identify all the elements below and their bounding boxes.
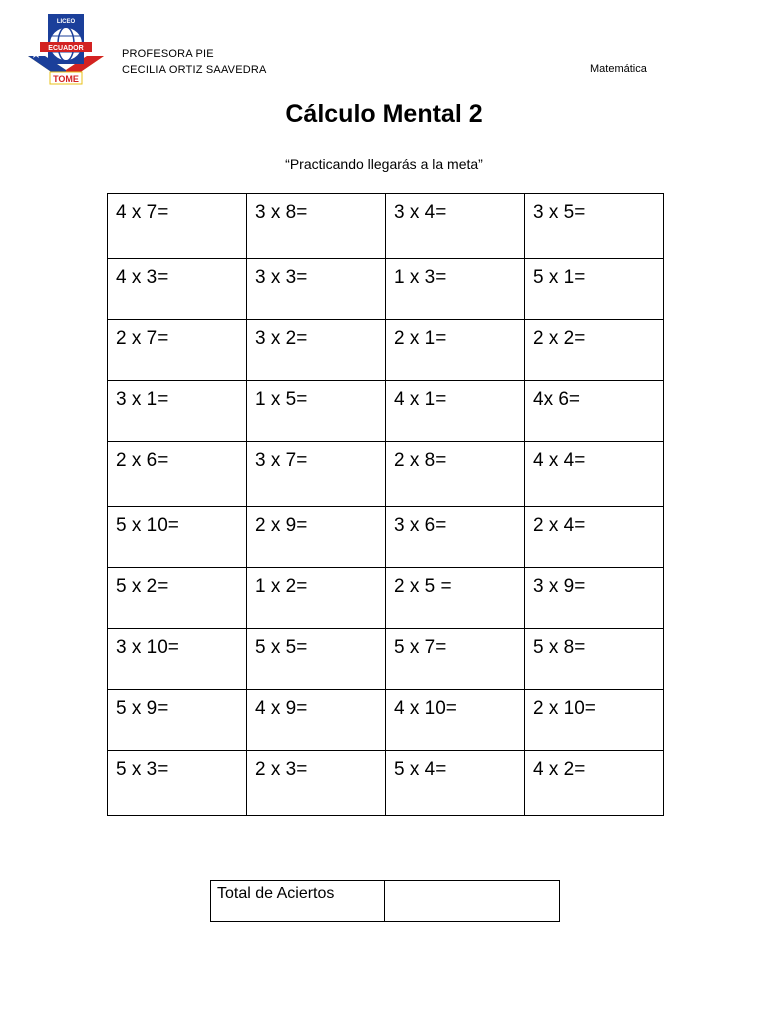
exercise-cell[interactable] [108,442,247,507]
exercise-text: 2 x 8= [394,450,447,471]
exercise-grid [107,193,664,816]
exercise-cell[interactable] [247,690,386,751]
exercise-text: 2 x 7= [116,328,169,349]
exercise-text: 3 x 3= [255,267,308,288]
exercise-cell[interactable] [247,751,386,816]
page-title: Cálculo Mental 2 [285,100,483,128]
exercise-cell[interactable] [386,568,525,629]
exercise-cell[interactable] [525,442,664,507]
exercise-text: 5 x 7= [394,637,447,658]
exercise-cell[interactable] [108,690,247,751]
exercise-cell[interactable] [247,442,386,507]
exercise-cell[interactable] [386,194,525,259]
exercise-cell[interactable] [525,507,664,568]
exercise-cell[interactable] [247,629,386,690]
exercise-text: 3 x 5= [533,202,586,223]
exercise-cell[interactable] [386,629,525,690]
exercise-cell[interactable] [108,259,247,320]
exercise-cell[interactable] [386,259,525,320]
exercise-text: 5 x 3= [116,759,169,780]
exercise-cell[interactable] [525,568,664,629]
exercise-cell[interactable] [247,320,386,381]
exercise-text: 5 x 10= [116,515,179,536]
exercise-cell[interactable] [247,259,386,320]
exercise-cell[interactable] [108,194,247,259]
exercise-cell[interactable] [386,690,525,751]
exercise-text: 5 x 2= [116,576,169,597]
exercise-text: 5 x 4= [394,759,447,780]
exercise-cell[interactable] [247,568,386,629]
exercise-cell[interactable] [108,629,247,690]
logo-bottom-text: TOME [53,74,79,84]
exercise-cell[interactable] [247,194,386,259]
grid-row [108,568,664,629]
exercise-cell[interactable] [247,507,386,568]
exercise-text: 3 x 2= [255,328,308,349]
exercise-text: 5 x 5= [255,637,308,658]
exercise-text: 4 x 7= [116,202,169,223]
exercise-cell[interactable] [525,259,664,320]
exercise-text: 2 x 1= [394,328,447,349]
exercise-text: 4 x 9= [255,698,308,719]
exercise-text: 3 x 8= [255,202,308,223]
grid-row [108,259,664,320]
logo-band-text: ECUADOR [48,45,84,52]
exercise-text: 2 x 9= [255,515,308,536]
exercise-text: 2 x 4= [533,515,586,536]
exercise-text: 3 x 4= [394,202,447,223]
exercise-cell[interactable] [108,751,247,816]
exercise-text: 5 x 8= [533,637,586,658]
teacher-role: PROFESORA PIE [122,48,214,60]
exercise-text: 2 x 6= [116,450,169,471]
exercise-text: 3 x 6= [394,515,447,536]
exercise-cell[interactable] [525,751,664,816]
total-answer-field[interactable] [385,881,560,922]
exercise-text: 4 x 10= [394,698,457,719]
grid-row [108,507,664,568]
grid-row [108,629,664,690]
total-label: Total de Aciertos [211,881,385,922]
grid-row [108,194,664,259]
logo-top-text: LICEO [56,19,76,25]
exercise-cell[interactable] [386,320,525,381]
exercise-cell[interactable] [108,381,247,442]
exercise-text: 2 x 5 = [394,576,452,597]
exercise-cell[interactable] [525,381,664,442]
grid-row [108,690,664,751]
exercise-text: 5 x 1= [533,267,586,288]
exercise-cell[interactable] [386,442,525,507]
exercise-text: 3 x 10= [116,637,179,658]
exercise-cell[interactable] [108,507,247,568]
exercise-text: 2 x 10= [533,698,596,719]
exercise-cell[interactable] [525,629,664,690]
exercise-cell[interactable] [525,320,664,381]
grid-row [108,381,664,442]
total-box [210,880,560,922]
exercise-cell[interactable] [108,320,247,381]
grid-row [108,320,664,381]
school-logo [28,12,104,86]
exercise-text: 4 x 1= [394,389,447,410]
exercise-text: 2 x 2= [533,328,586,349]
teacher-info [122,46,267,78]
exercise-text: 1 x 3= [394,267,447,288]
exercise-text: 1 x 5= [255,389,308,410]
exercise-text: 2 x 3= [255,759,308,780]
exercise-cell[interactable] [386,507,525,568]
exercise-cell[interactable] [525,194,664,259]
exercise-text: 1 x 2= [255,576,308,597]
grid-row [108,751,664,816]
grid-row [108,442,664,507]
exercise-cell[interactable] [247,381,386,442]
subject-label: Matemática [590,63,647,75]
exercise-cell[interactable] [108,568,247,629]
page-subtitle: “Practicando llegarás a la meta” [285,156,483,172]
exercise-text: 3 x 1= [116,389,169,410]
exercise-text: 3 x 7= [255,450,308,471]
exercise-text: 4 x 3= [116,267,169,288]
exercise-text: 3 x 9= [533,576,586,597]
exercise-text: 4 x 2= [533,759,586,780]
exercise-cell[interactable] [525,690,664,751]
exercise-text: 4x 6= [533,389,581,410]
exercise-cell[interactable] [386,751,525,816]
exercise-cell[interactable] [386,381,525,442]
teacher-name: CECILIA ORTIZ SAAVEDRA [122,64,267,76]
exercise-text: 4 x 4= [533,450,586,471]
exercise-text: 5 x 9= [116,698,169,719]
